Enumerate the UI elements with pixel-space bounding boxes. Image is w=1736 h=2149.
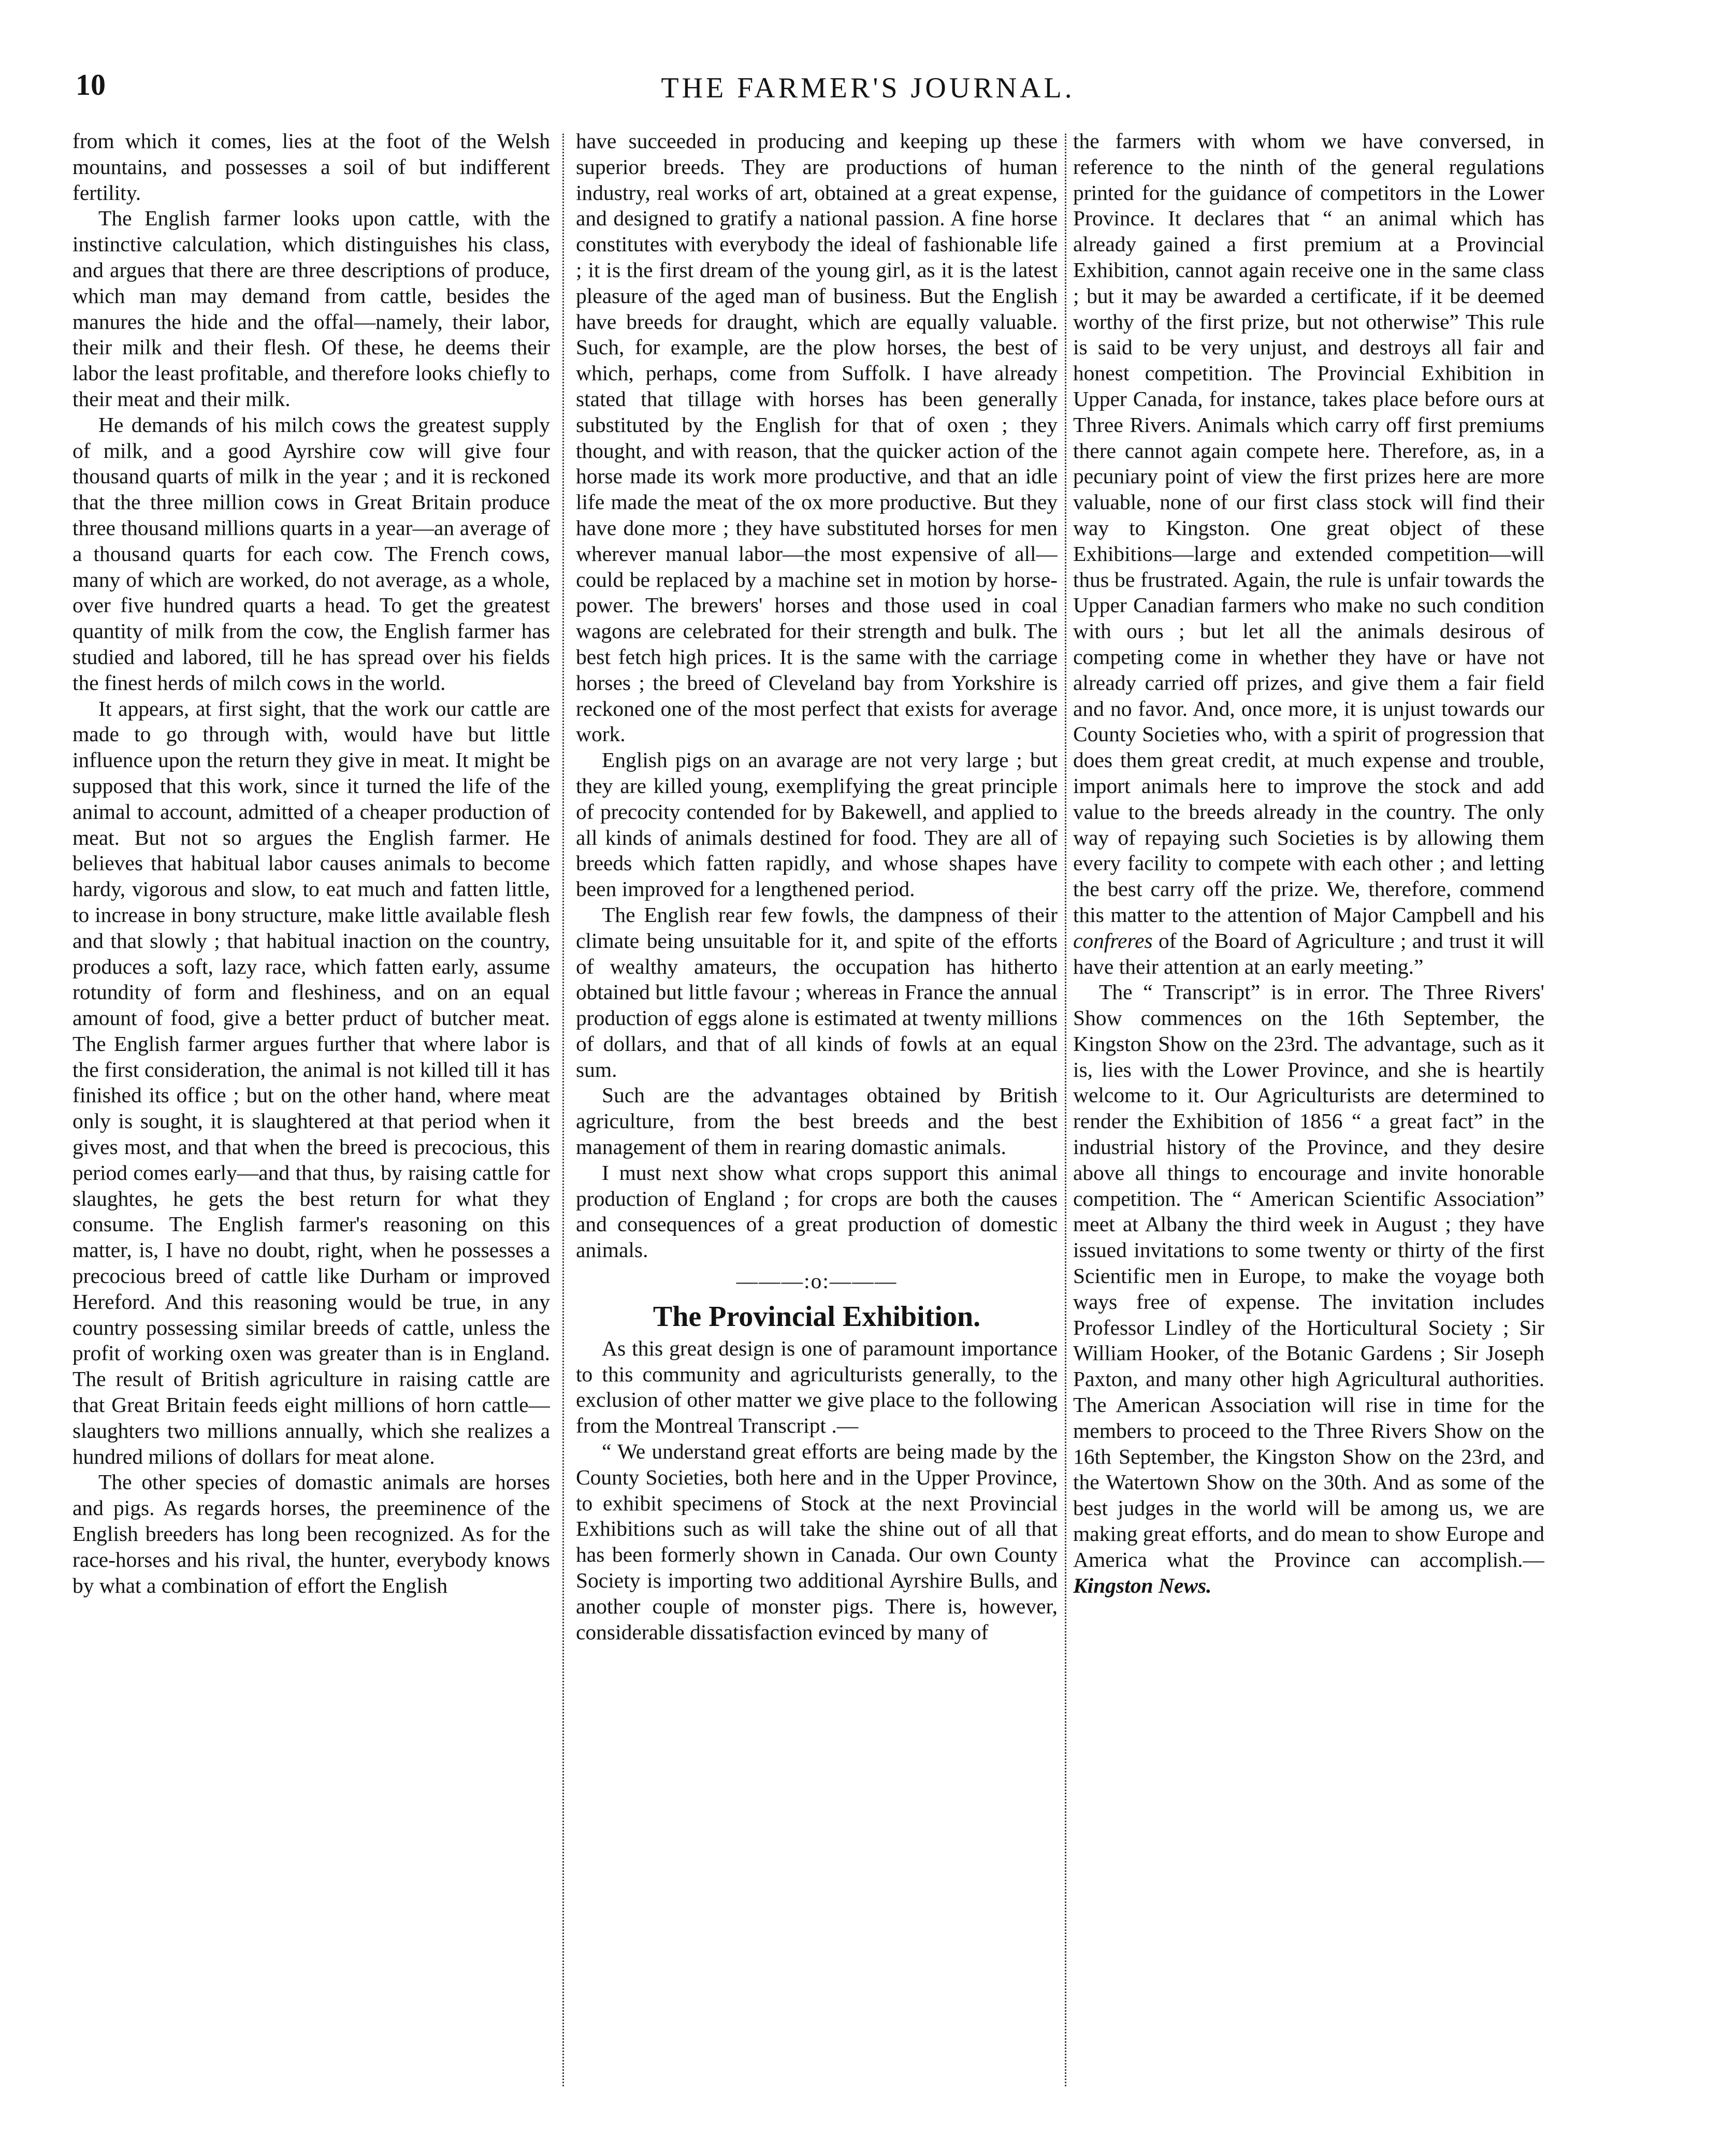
paragraph-text: The “ Transcript” is in error. The Three Rivers' Show commences on the 16th September, the Kingston Show on the 23rd. The advantage, such as it is, lies with the Lower Province, and she is heartily welcome to it. Our Agriculturists are determined to render the Exhibition of 1856 “ a great fact” in the industrial history of the Province, and they desire above all things to encourage and invite honorable competition. The “ American Scientific Association” meet at Albany the third week in August ; they have issued invitations to some twenty or thirty of the first Scientific men in Europe, to make the voyage both ways free of expense. The invitation includes Professor Lindley of the Horticultural Society ; Sir William Hooker, of the Botanic Gardens ; Sir Joseph Paxton, and many other high Agricultural authorities. The American Association will rise in time for the members to proceed to the Three Rivers Show on the 16th September, the Kingston Show on the 23rd, and the Watertown Show on the 30th. And as some of the best judges in the world will be among us, we are making great efforts, and do mean to show Europe and America what the Province can accomplish.— [1073, 980, 1544, 1571]
section-divider: ———:o:——— [736, 1269, 898, 1293]
column-3 [1073, 128, 1544, 2117]
italic-word: confreres [1073, 928, 1153, 953]
column-1 [73, 128, 550, 2117]
quoted-paragraph: “ We understand great efforts are being made by the County Societies, both here and in the Upper Province, to exhibit specimens of Stock at the next Provincial Exhibitions such as will take the shine out of all that has been formerly shown in Canada. Our own County Society is importing two additional Ayrshire Bulls, and another couple of monster pigs. There is, however, considerable dissatisfaction evinced by many of [576, 1439, 1058, 1644]
source-signature: Kingston News. [1073, 1573, 1212, 1597]
paragraph: The other species of domastic animals are horses and pigs. As regards horses, the preeminence of the English breeders has long been recognized. As for the race-horses and his rival, the hunter, everybody knows by what a combination of effort the English [73, 1470, 550, 1597]
paragraph: As this great design is one of paramount importance to this community and agriculturists generally, to the exclusion of other matter we give place to the following from the Montreal Transcript .— [576, 1336, 1058, 1438]
page-number: 10 [76, 68, 106, 102]
paragraph [1073, 979, 1544, 1598]
paragraph: The English farmer looks upon cattle, with the instinctive calculation, which distinguishes his class, and argues that there are three descriptions of produce, which man may demand from cattle, besides the manures the hide and the offal—namely, their labor, their milk and their flesh. Of these, he deems their labor the least profitable, and therefore looks chiefly to their meat and their milk. [73, 206, 550, 411]
paragraph: I must next show what crops support this animal production of England ; for crops are both the causes and consequences of a great production of domestic animals. [576, 1160, 1058, 1262]
paragraph-text: the farmers with whom we have conversed, in reference to the ninth of the general regulations printed for the guidance of competitors in the Lower Province. It declares that “ an animal which has already gained a first premium at a Provincial Exhibition, cannot again receive one in the same class ; but it may be awarded a certificate, if it be deemed worthy of the first prize, but not otherwise” This rule is said to be very unjust, and destroys all fair and honest competition. The Provincial Exhibition in Upper Canada, for instance, takes place before ours at Three Rivers. Animals which carry off first premiums there cannot again compete here. Therefore, as, in a pecuniary point of view the first prizes here are more valuable, none of our first class stock will find their way to Kingston. One great object of these Exhibitions—large and extended competition—will thus be frustrated. Again, the rule is unfair towards the Upper Canadian farmers who make no such condition with ours ; but let all the animals desirous of competing come in whether they have or have not already carried off prizes, and give them a fair field and no favor. And, once more, it is unjust towards our County Societies who, with a spirit of progression that does them great credit, at much expense and trouble, import animals here to improve the stock and add value to the breeds already in the country. The only way of repaying such Societies is by allowing them every facility to compete with each other ; and letting the best carry off the prize. We, therefore, commend this matter to the attention of Major Campbell and his [1073, 129, 1544, 927]
paragraph: Such are the advantages obtained by British agriculture, from the best breeds and the best management of them in rearing domastic animals. [576, 1083, 1058, 1159]
paragraph-text: of the Board of Agriculture ; and trust it will have their attention at an early meeting.” [1073, 928, 1544, 978]
paragraph: have succeeded in producing and keeping up these superior breeds. They are productions of human industry, real works of art, obtained at a great expense, and designed to gratify a national passion. A fine horse constitutes with everybody the ideal of fashionable life ; it is the first dream of the young girl, as it is the latest pleasure of the aged man of business. But the English have breeds for draught, which are equally valuable. Such, for example, are the plow horses, the best of which, perhaps, come from Suffolk. I have already stated that tillage with horses has been generally substituted by the English for that of oxen ; they thought, and with reason, that the quicker action of the horse made its work more productive, and that an idle life made the meat of the ox more productive. But they have done more ; they have substituted horses for men wherever manual labor—the most expensive of all—could be replaced by a machine set in motion by horse-power. The brewers' horses and those used in coal wagons are celebrated for their strength and bulk. The best fetch high prices. It is the same with the carriage horses ; the breed of Cleveland bay from Yorkshire is reckoned one of the most perfect that exists for average work. [576, 129, 1058, 746]
paragraph: English pigs on an avarage are not very large ; but they are killed young, exemplifying the great principle of precocity contended for by Bakewell, and applied to all kinds of animals destined for food. They are all of breeds which fatten rapidly, and whose shapes have been improved for a lengthened period. [576, 748, 1058, 901]
column-divider-right [1065, 134, 1066, 2086]
section-title: The Provincial Exhibition. [653, 1300, 981, 1333]
paragraph: from which it comes, lies at the foot of the Welsh mountains, and possesses a soil of but indifferent fertility. [73, 129, 550, 205]
paragraph [1073, 128, 1544, 979]
column-divider-left [562, 134, 564, 2086]
running-title: THE FARMER'S JOURNAL. [661, 72, 1075, 104]
column-2 [576, 128, 1058, 2117]
paragraph: The English rear few fowls, the dampness of their climate being unsuitable for it, and spite of the efforts of wealthy amateurs, the occupation has hitherto obtained but little favour ; whereas in France the annual production of eggs alone is estimated at twenty millions of dollars, and that of all kinds of fowls at an equal sum. [576, 902, 1058, 1081]
paragraph: He demands of his milch cows the greatest supply of milk, and a good Ayrshire cow will give four thousand quarts of milk in the year ; and it is reckoned that the three million cows in Great Britain produce three thousand millions quarts in a year—an average of a thousand quarts for each cow. The French cows, many of which are worked, do not average, as a whole, over five hundred quarts a head. To get the greatest quantity of milk from the cow, the English farmer has studied and labored, till he has spread over his fields the finest herds of milch cows in the world. [73, 412, 550, 695]
paragraph: It appears, at first sight, that the work our cattle are made to go through with, would have but little influence upon the return they give in meat. It might be supposed that this work, since it turned the life of the animal to account, admitted of a cheaper production of meat. But not so argues the English farmer. He believes that habitual labor causes animals to become hardy, vigorous and slow, to eat much and fatten little, to increase in bony structure, make little available flesh and that slowly ; that habitual inaction on the country, produces a soft, lazy race, which fatten early, assume rotundity of form and fleshiness, and on an equal amount of food, give a better prduct of butcher meat. The English farmer argues further that where labor is the first consideration, the animal is not killed till it has finished its office ; but on the other hand, where meat only is sought, it is slaughtered at that period when it gives most, and that when the breed is precocious, this period comes early—and that thus, by raising cattle for slaughtes, he gets the best return for what they consume. The English farmer's reasoning on this matter, is, I have no doubt, right, when he possesses a precocious breed of cattle like Durham or improved Hereford. And this reasoning would be true, in any country possessing similar breeds of cattle, unless the profit of working oxen was greater than is in England. The result of British agriculture in raising cattle are that Great Britain feeds eight millions of horn cattle—slaughters two millions annually, which she realizes a hundred milions of dollars for meat alone. [73, 696, 550, 1468]
